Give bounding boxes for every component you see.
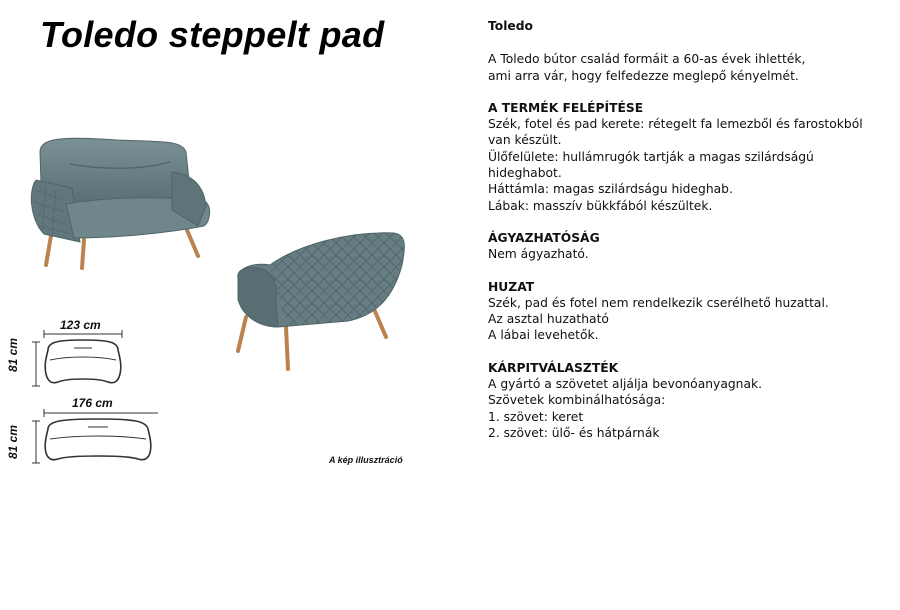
section-line: Az asztal huzatható [488, 312, 609, 327]
section-line: Háttámla: magas szilárdságu hideghab. [488, 182, 733, 197]
brand-heading: Toledo [488, 19, 534, 33]
section-heading: ÁGYAZHATÓSÁG [488, 230, 600, 245]
section-heading: A TERMÉK FELÉPÍTÉSE [488, 100, 644, 115]
sofa-width-label: 176 cm [72, 396, 113, 410]
section-line: Lábak: masszív bükkfából készültek. [488, 198, 713, 213]
intro-text [488, 51, 888, 84]
description-panel [488, 18, 888, 457]
section-upholstery [488, 360, 888, 441]
section-bedding [488, 230, 888, 263]
sofa-back-image [228, 225, 410, 375]
section-cover [488, 279, 888, 344]
section-line: 1. szövet: keret [488, 409, 584, 424]
section-line: hideghabot. [488, 166, 562, 181]
section-line: Szék, fotel és pad kerete: rétegelt fa lemezből és farostokból [488, 117, 863, 132]
section-heading: KÁRPITVÁLASZTÉK [488, 360, 619, 375]
section-line: 2. szövet: ülő- és hátpárnák [488, 425, 660, 440]
intro-line: ami arra vár, hogy felfedezze meglepő kényelmét. [488, 68, 799, 83]
chair-height-label: 81 cm [6, 337, 20, 372]
section-line: A gyártó a szövetet aljálja bevonóanyagnak. [488, 377, 763, 392]
chair-width-label: 123 cm [60, 318, 101, 332]
section-line: Szék, pad és fotel nem rendelkezik cserélhető huzattal. [488, 295, 829, 310]
section-construction [488, 100, 888, 214]
sofa-height-label: 81 cm [6, 424, 20, 459]
section-line: Szövetek kombinálhatósága: [488, 393, 666, 408]
section-line: Nem ágyazható. [488, 247, 589, 262]
image-caption: A kép illusztráció [329, 455, 403, 465]
section-line: A lábai levehetők. [488, 328, 599, 343]
intro-line: A Toledo bútor család formáit a 60-as évek ihlették, [488, 52, 806, 67]
section-heading: HUZAT [488, 279, 535, 294]
section-line: Ülőfelülete: hullámrugók tartják a magas szilárdságú [488, 149, 814, 164]
sofa-front-image [22, 130, 217, 270]
page-title: Toledo steppelt pad [40, 14, 385, 55]
section-line: van készült. [488, 133, 562, 148]
